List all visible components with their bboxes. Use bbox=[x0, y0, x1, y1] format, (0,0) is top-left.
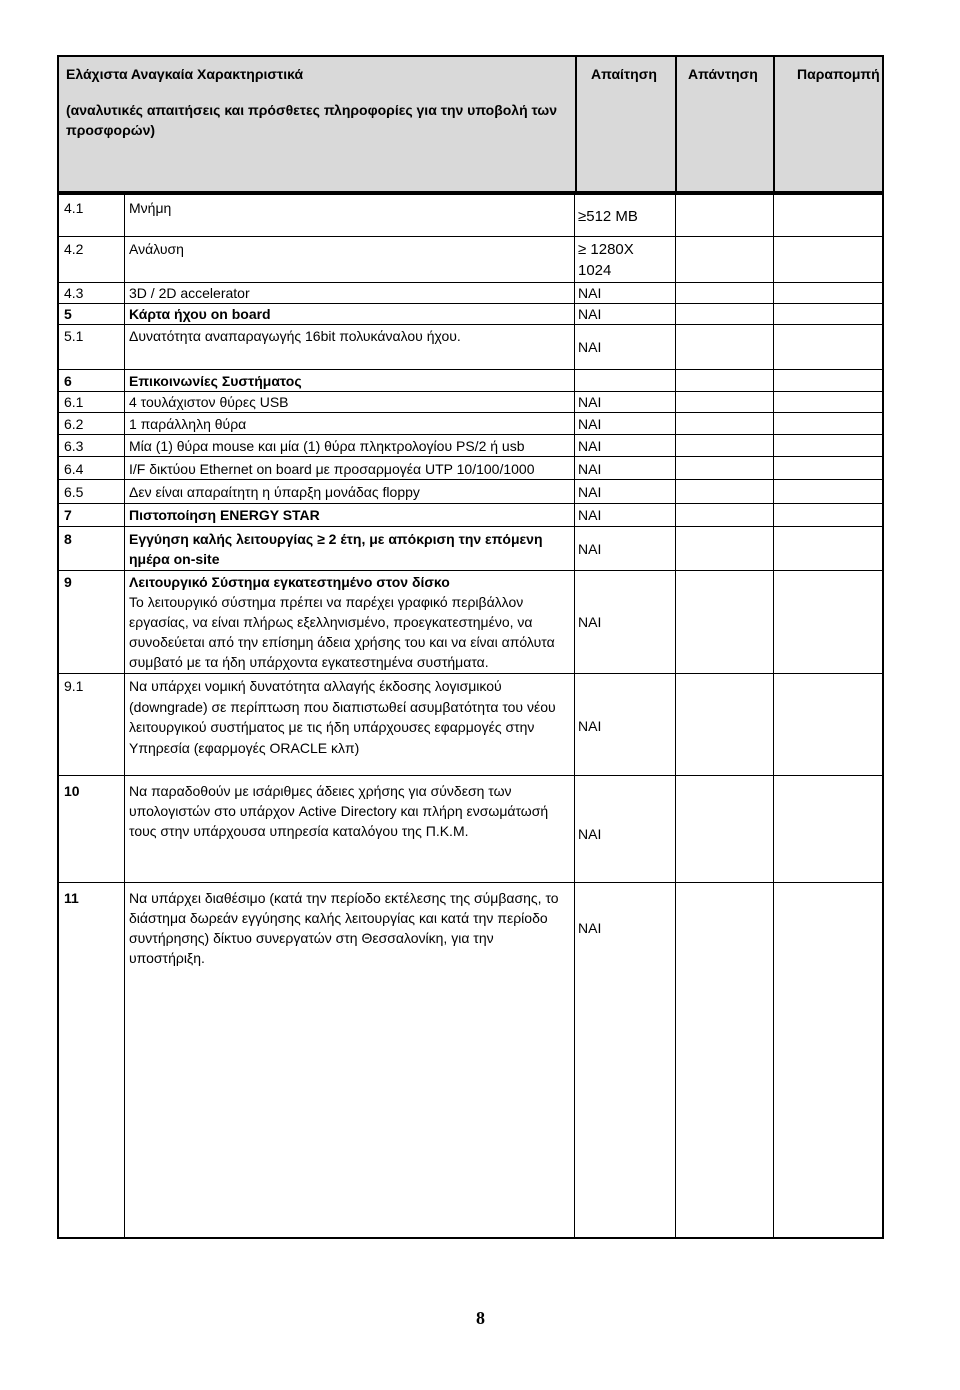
row-num: 10 bbox=[64, 783, 80, 799]
row-line bbox=[57, 570, 884, 571]
row-line bbox=[57, 369, 884, 370]
row-num: 6.5 bbox=[64, 484, 84, 500]
row-desc-title: Λειτουργικό Σύστημα εγκατεστημένο στον δίσκο bbox=[129, 574, 450, 590]
row-desc: 1 παράλληλη θύρα bbox=[129, 416, 247, 432]
row-req: ΝΑΙ bbox=[578, 416, 602, 432]
row-line bbox=[57, 434, 884, 435]
row-req: ΝΑΙ bbox=[578, 461, 602, 477]
row-num: 6.4 bbox=[64, 461, 84, 477]
row-req: ≥512 MB bbox=[578, 208, 638, 225]
row-num: 7 bbox=[64, 507, 72, 523]
row-desc: 4 τουλάχιστον θύρες USB bbox=[129, 394, 289, 410]
row-num: 6.2 bbox=[64, 416, 84, 432]
table-header bbox=[57, 55, 884, 193]
row-num: 5.1 bbox=[64, 328, 84, 344]
row-line bbox=[57, 503, 884, 504]
row-req: ΝΑΙ bbox=[578, 614, 602, 630]
row-desc: Να παραδοθούν με ισάριθμες άδειες χρήσης για σύνδεση των υπολογιστών στο υπάρχον Active Directory και πλήρη ενσωμάτωσή τους στην υπάρχουσα υπηρεσία καταλόγου της Π.Κ.Μ. bbox=[129, 783, 549, 839]
row-line bbox=[57, 882, 884, 883]
header-reference: Παραπομπή bbox=[797, 66, 880, 82]
col-divider-num bbox=[124, 193, 125, 1239]
row-line bbox=[57, 775, 884, 776]
header-cell-answer bbox=[677, 57, 775, 191]
row-line bbox=[57, 236, 884, 237]
row-desc: Δυνατότητα αναπαραγωγής 16bit πολυκάναλου ήχου. bbox=[129, 328, 461, 344]
row-desc: Επικοινωνίες Συστήματος bbox=[129, 373, 302, 389]
header-requirement: Απαίτηση bbox=[591, 66, 657, 82]
row-num: 4.1 bbox=[64, 200, 84, 216]
row-num: 11 bbox=[64, 890, 79, 906]
row-req: ΝΑΙ bbox=[578, 306, 602, 322]
row-line bbox=[57, 479, 884, 480]
row-num: 9 bbox=[64, 574, 72, 590]
row-req: ΝΑΙ bbox=[578, 507, 602, 523]
row-desc: Να υπάρχει νομική δυνατότητα αλλαγής έκδοσης λογισμικού (downgrade) σε περίπτωση που διαπιστωθεί ασυμβατότητα του νέου λειτουργικού συστήματος με τις ήδη υπάρχουσες εφαρμογές στην Υπηρεσία (εφαρμογές ORACLE κλπ) bbox=[129, 678, 556, 756]
row-req: ΝΑΙ bbox=[578, 920, 602, 936]
row-desc: Κάρτα ήχου on board bbox=[129, 306, 271, 322]
row-num: 4.2 bbox=[64, 241, 84, 257]
row-desc: Μία (1) θύρα mouse και μία (1) θύρα πληκτρολογίου PS/2 ή usb bbox=[129, 438, 525, 454]
row-req: ≥ 1280X 1024 bbox=[578, 241, 634, 279]
row-desc: Μνήμη bbox=[129, 200, 172, 216]
row-req: ΝΑΙ bbox=[578, 394, 602, 410]
row-req: ΝΑΙ bbox=[578, 826, 602, 842]
header-cell-reference bbox=[775, 57, 882, 191]
header-title: Ελάχιστα Αναγκαία Χαρακτηριστικά bbox=[66, 66, 304, 82]
row-num: 5 bbox=[64, 306, 72, 322]
row-line bbox=[57, 673, 884, 674]
row-req: ΝΑΙ bbox=[578, 438, 602, 454]
header-cell-characteristics bbox=[59, 57, 577, 191]
row-desc: Εγγύηση καλής λειτουργίας ≥ 2 έτη, με απόκριση την επόμενη ημέρα on-site bbox=[129, 531, 543, 567]
row-desc: I/F δικτύου Ethernet on board με προσαρμογέα UTP 10/100/1000 bbox=[129, 461, 535, 477]
row-line bbox=[57, 324, 884, 325]
row-line bbox=[57, 526, 884, 527]
row-num: 6.1 bbox=[64, 394, 84, 410]
page-number: 8 bbox=[476, 1308, 485, 1328]
row-desc: Το λειτουργικό σύστημα πρέπει να παρέχει γραφικό περιβάλλον εργασίας, να είναι πλήρως εξελληνισμένο, προεγκατεστημένο, να συνοδεύεται από την επίσημη άδεια χρήσης του και να είναι απόλυτα συμβατό με τα ήδη υπάρχοντα εγκατεστημένα συστήματα. bbox=[129, 594, 555, 670]
col-divider-req bbox=[675, 193, 676, 1239]
header-subtitle: (αναλυτικές απαιτήσεις και πρόσθετες πληροφορίες για την υποβολή των προσφορών) bbox=[66, 102, 557, 138]
row-req: ΝΑΙ bbox=[578, 339, 602, 355]
row-num: 4.3 bbox=[64, 285, 84, 301]
col-divider-desc bbox=[574, 193, 575, 1239]
row-num: 6 bbox=[64, 373, 72, 389]
row-num: 6.3 bbox=[64, 438, 84, 454]
row-desc: Πιστοποίηση ENERGY STAR bbox=[129, 507, 320, 523]
header-answer: Απάντηση bbox=[688, 66, 758, 82]
header-cell-requirement bbox=[577, 57, 677, 191]
row-num: 8 bbox=[64, 531, 72, 547]
row-desc: Δεν είναι απαραίτητη η ύπαρξη μονάδας floppy bbox=[129, 484, 420, 500]
col-divider-answer bbox=[773, 193, 774, 1239]
row-num: 9.1 bbox=[64, 678, 84, 694]
row-line bbox=[57, 412, 884, 413]
row-line bbox=[57, 456, 884, 457]
row-req: ΝΑΙ bbox=[578, 541, 602, 557]
row-desc: Να υπάρχει διαθέσιμο (κατά την περίοδο εκτέλεσης της σύμβασης, το διάστημα δωρεάν εγγύησης καλής λειτουργίας και κατά την περίοδο συντήρησης) δίκτυο συνεργατών στη Θεσσαλονίκη, για την υποστήριξη. bbox=[129, 890, 559, 966]
row-req: ΝΑΙ bbox=[578, 484, 602, 500]
row-req: ΝΑΙ bbox=[578, 285, 602, 301]
row-desc: Ανάλυση bbox=[129, 241, 184, 257]
row-req: ΝΑΙ bbox=[578, 718, 602, 734]
row-desc: 3D / 2D accelerator bbox=[129, 285, 250, 301]
